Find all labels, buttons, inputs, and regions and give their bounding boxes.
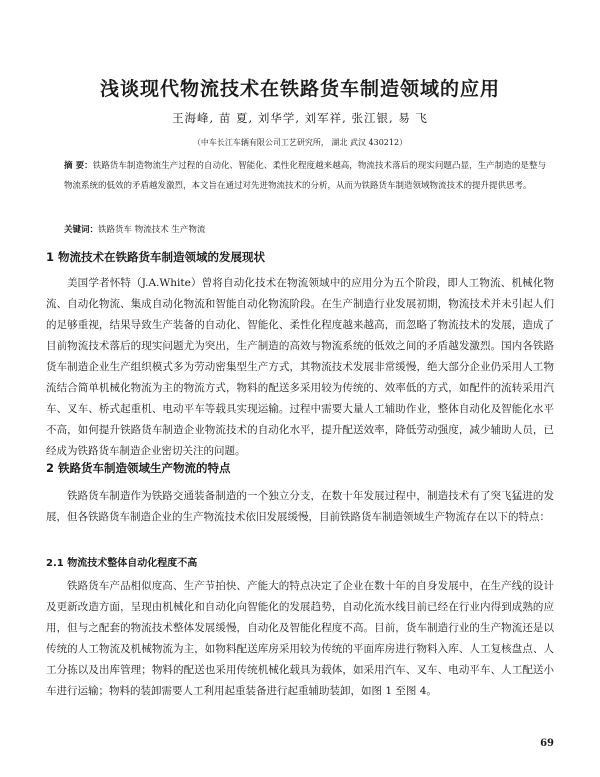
author-list: 王海峰, 苗 夏, 刘华学, 刘军祥, 张江银, 易 飞 (172, 111, 428, 125)
section-1-heading: 1 物流技术在铁路货车制造领域的发展现状 (46, 250, 266, 264)
section-2-paragraph: 铁路货车制造作为铁路交通装备制造的一个独立分支，在数十年发展过程中，制造技术有了突飞猛进的发展，但各铁路货车制造企业的生产物流技术依旧发展缓慢，目前铁路货车制造领域生产物流存在以下的特点： (46, 490, 554, 523)
section-2-heading: 2 铁路货车制造领域生产物流的特点 (46, 461, 231, 475)
abstract-text: 铁路货车制造物流生产过程的自动化、智能化、柔性化程度越来越高，物流技术落后的现实问题凸显，生产制造的是整与物流系统的低效的矛盾越发激烈，本文旨在通过对先进物流技术的分析，从而为铁路货车制造领域物流技术的提升提供思考。 (64, 161, 546, 191)
keywords (64, 223, 546, 235)
affiliation: （中车长江车辆有限公司工艺研究所， 湖北 武汉 430212） (192, 138, 408, 147)
section-2-1-paragraph: 铁路货车产品相似度高、生产节拍快、产能大的特点决定了企业在数十年的自身发展中，在生产线的设计及更新改造方面，呈现由机械化和自动化向智能化的发展趋势，自动化流水线目前已经在行业内得到成熟的应用，但与之配套的物流技术整体发展缓慢，自动化及智能化程度不高。目前，货车制造行业的生产物流还是以传统的人工物流及机械物流为主，如物料配送库房采用较为传统的平面库房进行物料入库、人工复核盘点、人工分拣以及出库管理；物料的配送也采用传统机械化载具为载体，如采用汽车、叉车、电动平车、人工配送小车进行运输；物料的装卸需要人工利用起重装备进行起重辅助装卸，如图 1 至图 4。 (46, 580, 554, 697)
section-2-1-heading: 2.1 物流技术整体自动化程度不高 (46, 558, 198, 569)
section-1-paragraph: 美国学者怀特（J.A.White）曾将自动化技术在物流领域中的应用分为五个阶段，即人工物流、机械化物流、自动化物流、集成自动化物流和智能自动化物流阶段。在生产制造行业发展初期，物流技术并未引起人们的足够重视，结果导致生产装备的自动化、智能化、柔性化程度越来越高，而忽略了物流技术的发展，造成了目前物流技术落后的现实问题尤为突出，生产制造的高效与物流系统的低效之间的矛盾越发激烈。国内各铁路货车制造企业生产组织模式多为劳动密集型生产方式，其物流技术发展非常缓慢，绝大部分企业仍采用人工物流结合简单机械化物流为主的物流方式，物料的配送多采用较为传统的、效率低的方式，如配件的流转采用汽车、叉车、桥式起重机、电动平车等载具实现运输。过程中需要大量人工辅助作业，整体自动化及智能化水平不高，如何提升铁路货车制造企业物流技术的自动化水平，提升配送效率，降低劳动强度，减少辅助人员，已经成为铁路货车制造企业密切关注的问题。 (46, 277, 554, 457)
paper-title: 浅谈现代物流技术在铁路货车制造领域的应用 (99, 78, 500, 100)
page-number: 69 (540, 738, 554, 749)
abstract-label: 摘 要： (64, 161, 93, 171)
keywords-label: 关键词： (64, 225, 99, 235)
keywords-text: 铁路货车 物流技术 生产物流 (98, 225, 206, 235)
abstract (64, 156, 546, 196)
